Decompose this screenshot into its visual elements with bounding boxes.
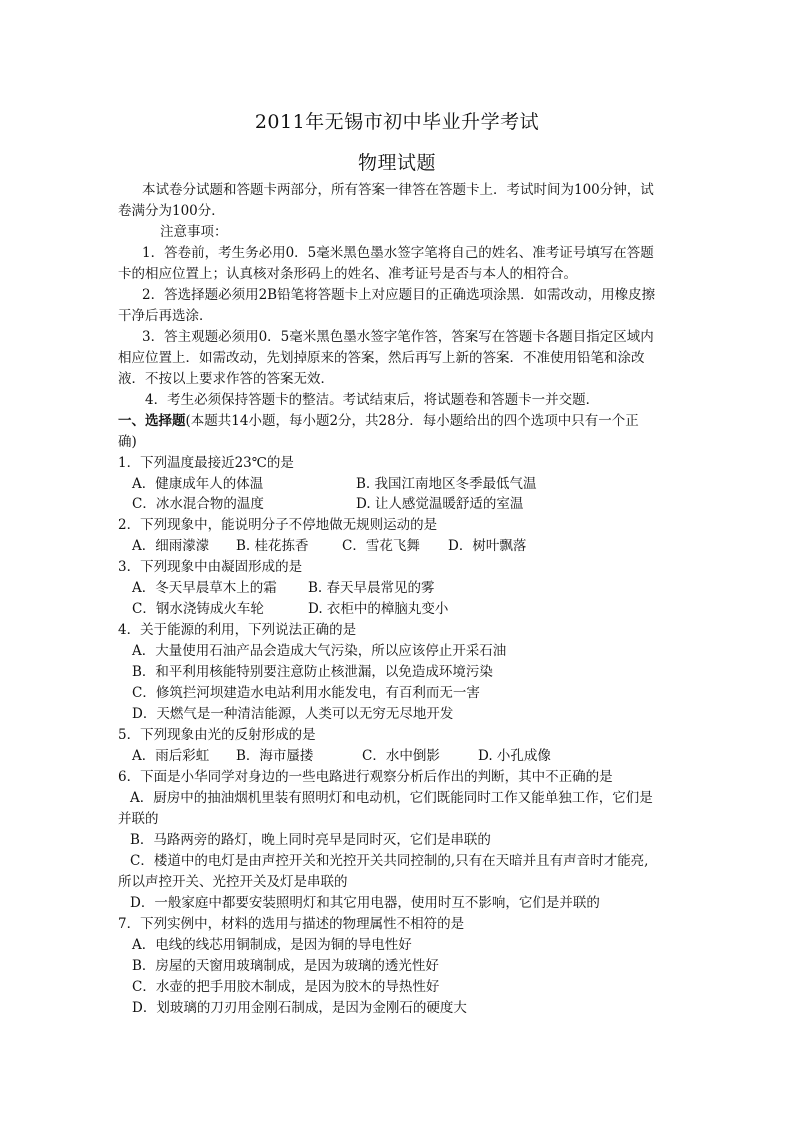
- q7-option-a: A．电线的线芯用铜制成，是因为铜的导电性好: [132, 937, 412, 953]
- q6-stem: 6．下面是小华同学对身边的一些电路进行观察分析后作出的判断，其中不正确的是: [118, 769, 613, 785]
- exam-title: 2011年无锡市初中毕业升学考试: [254, 111, 540, 133]
- q6-option-b: B．马路两旁的路灯，晚上同时亮早是同时灭，它们是串联的: [130, 832, 491, 848]
- q4-stem: 4．关于能源的利用，下列说法正确的是: [118, 622, 357, 638]
- q4-option-d: D．天燃气是一种清洁能源，人类可以无穷无尽地开发: [132, 706, 454, 722]
- q5-option-c: C．水中倒影: [362, 748, 440, 764]
- notes-heading: 注意事项：: [160, 224, 228, 240]
- q7-stem: 7．下列实例中，材料的选用与描述的物理属性不相符的是: [118, 916, 465, 932]
- q5-option-d: D. 小孔成像: [478, 748, 551, 764]
- q3-option-d: D. 衣柜中的樟脑丸变小: [308, 601, 449, 617]
- q6-option-d: D．一般家庭中都要安装照明灯和其它用电器，使用时互不影响，它们是并联的: [130, 895, 600, 911]
- intro-line-2: 卷满分为100分．: [118, 203, 225, 219]
- q7-option-d: D．划玻璃的刀刃用金刚石制成，是因为金刚石的硬度大: [132, 1000, 467, 1016]
- section-1-label: 一、选择题: [118, 413, 186, 429]
- section-1-heading-cont: 确): [118, 434, 137, 450]
- q4-option-c: C．修筑拦河坝建造水电站利用水能发电，有百利而无一害: [132, 685, 480, 701]
- q3-option-a: A．冬天早晨草木上的霜: [132, 580, 277, 596]
- note-1-line-2: 卡的相应位置上；认真核对条形码上的姓名、准考证号是否与本人的相符合。: [118, 266, 577, 282]
- q6-option-a-cont: 并联的: [118, 811, 159, 827]
- q2-option-b: B. 桂花拣香: [236, 538, 309, 554]
- q1-option-b: B. 我国江南地区冬季最低气温: [356, 476, 537, 492]
- note-3-line-1: 3．答主观题必须用0．5毫米黑色墨水签字笔作答，答案写在答题卡各题目指定区域内: [142, 329, 654, 345]
- q2-stem: 2．下列现象中，能说明分子不停地做无规则运动的是: [118, 517, 438, 533]
- q2-option-d: D．树叶飘落: [448, 538, 527, 554]
- q2-option-c: C．雪花飞舞: [342, 538, 420, 554]
- q5-option-a: A．雨后彩虹: [132, 748, 210, 764]
- note-3-line-3: 液．不按以上要求作答的答案无效．: [118, 371, 334, 387]
- q6-option-a: A．厨房中的抽油烟机里装有照明灯和电动机，它们既能同时工作又能单独工作，它们是: [130, 790, 653, 806]
- q1-stem: 1．下列温度最接近23℃的是: [118, 455, 294, 471]
- exam-subtitle: 物理试题: [357, 152, 436, 174]
- note-3-line-2: 相应位置上．如需改动，先划掉原来的答案，然后再写上新的答案．不准使用铅笔和涂改: [118, 350, 645, 366]
- q1-option-a: A．健康成年人的体温: [132, 476, 264, 492]
- q2-option-a: A．细雨濛濛: [132, 538, 210, 554]
- note-2-line-2: 干净后再选涂．: [118, 308, 213, 324]
- q3-stem: 3．下列现象中由凝固形成的是: [118, 559, 303, 575]
- note-2-line-1: 2．答选择题必须用2B铅笔将答题卡上对应题目的正确选项涂黑．如需改动，用橡皮擦: [142, 287, 656, 303]
- q7-option-b: B．房屋的天窗用玻璃制成，是因为玻璃的透光性好: [132, 958, 439, 974]
- note-1-line-1: 1．答卷前，考生务必用0．5毫米黑色墨水签字笔将自己的姓名、准考证号填写在答题: [142, 245, 654, 261]
- q4-option-a: A．大量使用石油产品会造成大气污染，所以应该停止开采石油: [132, 643, 507, 659]
- note-4: 4．考生必须保持答题卡的整洁。考试结束后，将试题卷和答题卡一并交题．: [145, 392, 600, 408]
- q5-stem: 5．下列现象由光的反射形成的是: [118, 727, 316, 743]
- q4-option-b: B．和平利用核能特别要注意防止核泄漏，以免造成环境污染: [132, 664, 493, 680]
- q1-option-d: D. 让人感觉温暖舒适的室温: [356, 496, 524, 512]
- section-1-instructions: (本题共14小题，每小题2分，共28分．每小题给出的四个选项中只有一个正: [185, 413, 639, 429]
- q6-option-c: C．楼道中的电灯是由声控开关和光控开关共同控制的,只有在天暗并且有声音时才能亮,: [130, 853, 649, 869]
- q7-option-c: C．水壶的把手用胶木制成，是因为胶木的导热性好: [132, 979, 440, 995]
- q3-option-c: C．钢水浇铸成火车轮: [132, 601, 264, 617]
- intro-line-1: 本试卷分试题和答题卡两部分，所有答案一律答在答题卡上．考试时间为100分钟，试: [142, 182, 654, 198]
- q1-option-c: C．冰水混合物的温度: [132, 496, 264, 512]
- q6-option-c-cont: 所以声控开关、光控开关及灯是串联的: [118, 874, 348, 890]
- q3-option-b: B. 春天早晨常见的雾: [308, 580, 435, 596]
- section-1-heading: [118, 411, 678, 431]
- q5-option-b: B．海市蜃搂: [236, 748, 314, 764]
